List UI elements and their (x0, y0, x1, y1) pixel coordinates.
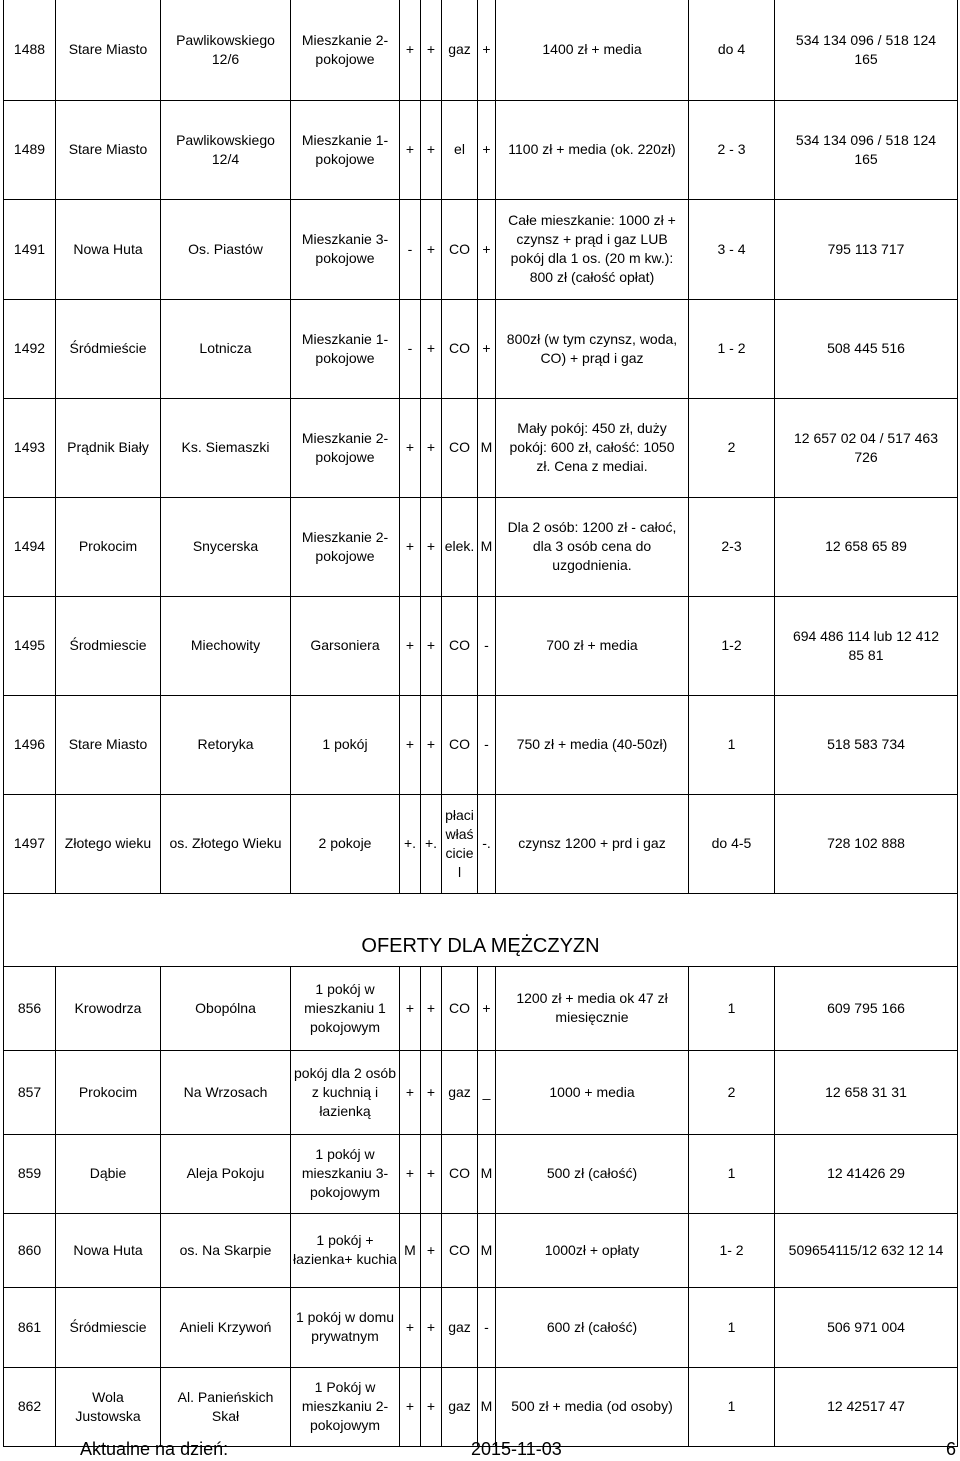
street-cell: Obopólna (161, 966, 291, 1050)
price-cell: 600 zł (całość) (496, 1287, 689, 1367)
offer-type-cell: 1 Pokój w mieszkaniu 2- pokojowym (291, 1367, 400, 1446)
offer-type-cell: Mieszkanie 2- pokojowe (291, 497, 400, 596)
district-cell: Nowa Huta (56, 1213, 161, 1287)
table-row (4, 398, 958, 497)
heating-cell: CO (442, 695, 478, 794)
listing-id-cell: 1489 (4, 100, 56, 199)
phone-cell: 728 102 888 (775, 794, 958, 893)
district-cell: Złotego wieku (56, 794, 161, 893)
district-cell: Krowodrza (56, 966, 161, 1050)
mark-1-cell: + (400, 0, 421, 100)
table-row (4, 1134, 958, 1213)
mark-1-cell: +. (400, 794, 421, 893)
offer-type-cell: 1 pokój w mieszkaniu 3- pokojowym (291, 1134, 400, 1213)
persons-cell: 1-2 (689, 596, 775, 695)
phone-cell: 12 42517 47 (775, 1367, 958, 1446)
section-row (4, 893, 958, 966)
mark-1-cell: + (400, 1134, 421, 1213)
heating-cell: płaci właś cicie l (442, 794, 478, 893)
table-row (4, 794, 958, 893)
street-cell: Aleja Pokoju (161, 1134, 291, 1213)
street-cell: Anieli Krzywoń (161, 1287, 291, 1367)
phone-cell: 506 971 004 (775, 1287, 958, 1367)
heating-cell: CO (442, 596, 478, 695)
offer-type-cell: 1 pokój (291, 695, 400, 794)
price-cell: czynsz 1200 + prd i gaz (496, 794, 689, 893)
street-cell: Pawlikowskiego 12/4 (161, 100, 291, 199)
mark-2-cell: + (421, 1367, 442, 1446)
price-cell: 1200 zł + media ok 47 zł miesięcznie (496, 966, 689, 1050)
price-cell: 500 zł + media (od osoby) (496, 1367, 689, 1446)
table-row (4, 0, 958, 100)
mark-1-cell: + (400, 966, 421, 1050)
mark-4-cell: + (478, 299, 496, 398)
persons-cell: 1 (689, 695, 775, 794)
phone-cell: 609 795 166 (775, 966, 958, 1050)
phone-cell: 12 657 02 04 / 517 463 726 (775, 398, 958, 497)
district-cell: Dąbie (56, 1134, 161, 1213)
footer (0, 1437, 960, 1461)
table-row (4, 596, 958, 695)
mark-1-cell: + (400, 100, 421, 199)
footer-date: 2015-11-03 (471, 1439, 562, 1459)
heating-cell: CO (442, 398, 478, 497)
mark-4-cell: - (478, 695, 496, 794)
mark-2-cell: + (421, 398, 442, 497)
phone-cell: 12 658 65 89 (775, 497, 958, 596)
heating-cell: gaz (442, 1050, 478, 1134)
persons-cell: do 4 (689, 0, 775, 100)
mark-4-cell: - (478, 596, 496, 695)
persons-cell: do 4-5 (689, 794, 775, 893)
persons-cell: 1 (689, 1134, 775, 1213)
mark-1-cell: + (400, 497, 421, 596)
mark-1-cell: + (400, 398, 421, 497)
persons-cell: 1 (689, 966, 775, 1050)
persons-cell: 2 (689, 398, 775, 497)
table-row (4, 299, 958, 398)
listing-id-cell: 860 (4, 1213, 56, 1287)
mark-4-cell: + (478, 966, 496, 1050)
phone-cell: 795 113 717 (775, 199, 958, 299)
listing-id-cell: 1488 (4, 0, 56, 100)
offer-type-cell: pokój dla 2 osób z kuchnią i łazienką (291, 1050, 400, 1134)
mark-2-cell: + (421, 966, 442, 1050)
price-cell: 500 zł (całość) (496, 1134, 689, 1213)
persons-cell: 3 - 4 (689, 199, 775, 299)
street-cell: os. Na Skarpie (161, 1213, 291, 1287)
price-cell: 750 zł + media (40-50zł) (496, 695, 689, 794)
table-row (4, 497, 958, 596)
persons-cell: 1 (689, 1367, 775, 1446)
mark-2-cell: + (421, 100, 442, 199)
price-cell: Całe mieszkanie: 1000 zł + czynsz + prąd i gaz LUB pokój dla 1 os. (20 m kw.): 800 zł (całość opłat) (496, 199, 689, 299)
mark-1-cell: + (400, 1050, 421, 1134)
mark-2-cell: +. (421, 794, 442, 893)
phone-cell: 694 486 114 lub 12 412 85 81 (775, 596, 958, 695)
mark-4-cell: + (478, 199, 496, 299)
table-row (4, 966, 958, 1050)
listing-id-cell: 862 (4, 1367, 56, 1446)
mark-4-cell: M (478, 1134, 496, 1213)
district-cell: Stare Miasto (56, 0, 161, 100)
offer-type-cell: Mieszkanie 2- pokojowe (291, 0, 400, 100)
listings-table (3, 0, 958, 1447)
persons-cell: 1- 2 (689, 1213, 775, 1287)
phone-cell: 508 445 516 (775, 299, 958, 398)
price-cell: Dla 2 osób: 1200 zł - całoć, dla 3 osób cena do uzgodnienia. (496, 497, 689, 596)
offer-type-cell: Mieszkanie 1- pokojowe (291, 299, 400, 398)
district-cell: Prokocim (56, 1050, 161, 1134)
mark-2-cell: + (421, 596, 442, 695)
offer-type-cell: 1 pokój + łazienka+ kuchia (291, 1213, 400, 1287)
table-row (4, 1287, 958, 1367)
offer-type-cell: 1 pokój w domu prywatnym (291, 1287, 400, 1367)
table-row (4, 1367, 958, 1446)
offer-type-cell: Mieszkanie 2- pokojowe (291, 398, 400, 497)
mark-1-cell: M (400, 1213, 421, 1287)
table-row (4, 1213, 958, 1287)
mark-2-cell: + (421, 1287, 442, 1367)
mark-4-cell: _ (478, 1050, 496, 1134)
heating-cell: CO (442, 299, 478, 398)
section-title: OFERTY DLA MĘŻCZYZN (4, 893, 958, 966)
price-cell: 1100 zł + media (ok. 220zł) (496, 100, 689, 199)
heating-cell: gaz (442, 0, 478, 100)
street-cell: Na Wrzosach (161, 1050, 291, 1134)
persons-cell: 2-3 (689, 497, 775, 596)
listing-id-cell: 1496 (4, 695, 56, 794)
district-cell: Stare Miasto (56, 100, 161, 199)
offer-type-cell: Mieszkanie 3- pokojowe (291, 199, 400, 299)
listings-body (4, 0, 958, 893)
page-number: 6 (946, 1439, 957, 1459)
listing-id-cell: 1492 (4, 299, 56, 398)
listing-id-cell: 1497 (4, 794, 56, 893)
mark-4-cell: + (478, 0, 496, 100)
phone-cell: 518 583 734 (775, 695, 958, 794)
mark-2-cell: + (421, 1050, 442, 1134)
mark-2-cell: + (421, 1213, 442, 1287)
offer-type-cell: 2 pokoje (291, 794, 400, 893)
mark-2-cell: + (421, 0, 442, 100)
mark-2-cell: + (421, 497, 442, 596)
mark-1-cell: - (400, 299, 421, 398)
heating-cell: CO (442, 199, 478, 299)
mark-4-cell: + (478, 100, 496, 199)
mark-4-cell: - (478, 1287, 496, 1367)
mark-2-cell: + (421, 299, 442, 398)
heating-cell: gaz (442, 1367, 478, 1446)
street-cell: Snycerska (161, 497, 291, 596)
street-cell: Miechowity (161, 596, 291, 695)
offer-type-cell: Garsoniera (291, 596, 400, 695)
district-cell: Śródmiescie (56, 1287, 161, 1367)
phone-cell: 534 134 096 / 518 124 165 (775, 0, 958, 100)
footer-label: Aktualne na dzień: (80, 1439, 229, 1459)
table-row (4, 695, 958, 794)
price-cell: 800zł (w tym czynsz, woda, CO) + prąd i gaz (496, 299, 689, 398)
price-cell: 1400 zł + media (496, 0, 689, 100)
street-cell: os. Złotego Wieku (161, 794, 291, 893)
price-cell: 700 zł + media (496, 596, 689, 695)
street-cell: Os. Piastów (161, 199, 291, 299)
heating-cell: CO (442, 1213, 478, 1287)
street-cell: Retoryka (161, 695, 291, 794)
district-cell: Stare Miasto (56, 695, 161, 794)
table-row (4, 1050, 958, 1134)
listing-id-cell: 856 (4, 966, 56, 1050)
mark-1-cell: + (400, 1367, 421, 1446)
mark-4-cell: M (478, 497, 496, 596)
mens-listings-body (4, 966, 958, 1446)
heating-cell: elek. (442, 497, 478, 596)
district-cell: Śródmieście (56, 299, 161, 398)
mark-2-cell: + (421, 695, 442, 794)
listing-id-cell: 1493 (4, 398, 56, 497)
phone-cell: 12 41426 29 (775, 1134, 958, 1213)
offer-type-cell: Mieszkanie 1- pokojowe (291, 100, 400, 199)
street-cell: Lotnicza (161, 299, 291, 398)
listing-id-cell: 859 (4, 1134, 56, 1213)
mark-2-cell: + (421, 199, 442, 299)
heating-cell: CO (442, 1134, 478, 1213)
mark-4-cell: M (478, 1367, 496, 1446)
street-cell: Pawlikowskiego 12/6 (161, 0, 291, 100)
district-cell: Środmiescie (56, 596, 161, 695)
mark-1-cell: + (400, 1287, 421, 1367)
table-row (4, 100, 958, 199)
listing-id-cell: 1494 (4, 497, 56, 596)
mark-1-cell: + (400, 695, 421, 794)
phone-cell: 534 134 096 / 518 124 165 (775, 100, 958, 199)
street-cell: Ks. Siemaszki (161, 398, 291, 497)
table-row (4, 199, 958, 299)
persons-cell: 2 - 3 (689, 100, 775, 199)
price-cell: Mały pokój: 450 zł, duży pokój: 600 zł, całość: 1050 zł. Cena z mediai. (496, 398, 689, 497)
heating-cell: gaz (442, 1287, 478, 1367)
offer-type-cell: 1 pokój w mieszkaniu 1 pokojowym (291, 966, 400, 1050)
listing-id-cell: 1491 (4, 199, 56, 299)
heating-cell: CO (442, 966, 478, 1050)
mark-1-cell: - (400, 199, 421, 299)
phone-cell: 509654115/12 632 12 14 (775, 1213, 958, 1287)
persons-cell: 1 (689, 1287, 775, 1367)
listing-id-cell: 861 (4, 1287, 56, 1367)
price-cell: 1000zł + opłaty (496, 1213, 689, 1287)
phone-cell: 12 658 31 31 (775, 1050, 958, 1134)
mark-4-cell: M (478, 1213, 496, 1287)
street-cell: Al. Panieńskich Skał (161, 1367, 291, 1446)
persons-cell: 1 - 2 (689, 299, 775, 398)
district-cell: Wola Justowska (56, 1367, 161, 1446)
district-cell: Prokocim (56, 497, 161, 596)
listing-id-cell: 857 (4, 1050, 56, 1134)
mark-1-cell: + (400, 596, 421, 695)
persons-cell: 2 (689, 1050, 775, 1134)
mark-4-cell: -. (478, 794, 496, 893)
mark-4-cell: M (478, 398, 496, 497)
district-cell: Prądnik Biały (56, 398, 161, 497)
heating-cell: el (442, 100, 478, 199)
district-cell: Nowa Huta (56, 199, 161, 299)
price-cell: 1000 + media (496, 1050, 689, 1134)
mark-2-cell: + (421, 1134, 442, 1213)
listing-id-cell: 1495 (4, 596, 56, 695)
